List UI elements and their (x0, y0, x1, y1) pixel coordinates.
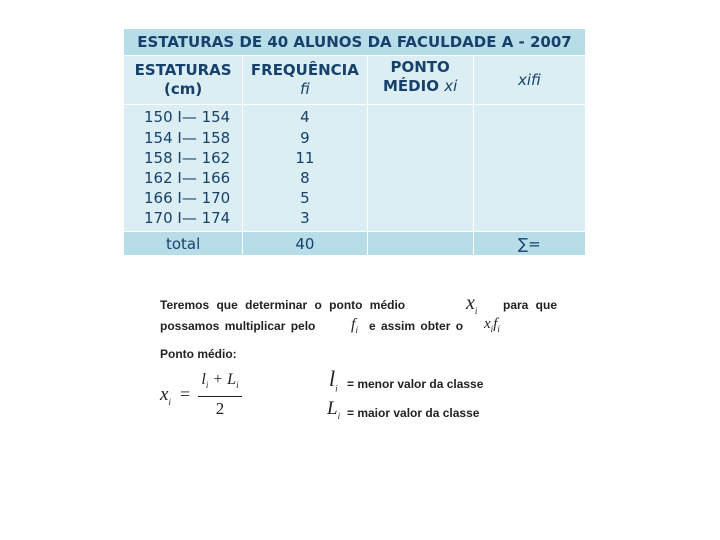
header-heights-label: ESTATURAS (134, 61, 232, 79)
class-row: 158 I— 162 (144, 148, 231, 167)
header-heights-unit: (cm) (164, 80, 203, 98)
class-row: 162 I— 166 (144, 169, 231, 187)
frequency-table (123, 28, 586, 256)
frequency-value: 4 (300, 108, 310, 127)
frequency-value: 8 (300, 169, 310, 187)
header-midpoint-symbol: xi (444, 77, 458, 95)
total-label: total (124, 232, 243, 256)
symbol-xifi: $x_if_i$ (484, 316, 500, 334)
class-row: 150 I— 154 (144, 108, 231, 127)
class-row: 170 I— 174 (144, 209, 231, 228)
header-product-symbol: xifi (518, 70, 541, 89)
symbol-xi: $x_i$ (466, 292, 478, 316)
note-line2-b: e assim obter o (369, 319, 464, 333)
frequency-value: 9 (300, 128, 310, 147)
total-frequency: 40 (243, 232, 367, 256)
header-heights (124, 56, 243, 105)
header-product (473, 56, 585, 105)
midpoint-column (367, 105, 473, 232)
formula-equals: = (180, 384, 191, 404)
note-line1-a: Teremos que determinar o ponto médio (160, 298, 406, 312)
formula-numerator: $l_i + L_i$ (201, 371, 239, 391)
symbol-li: $l_i$ (329, 366, 338, 394)
header-frequency-symbol: fi (300, 80, 310, 98)
class-row: 166 I— 170 (144, 189, 231, 208)
table-title: ESTATURAS DE 40 ALUNOS DA FACULDADE A - 2007 (124, 29, 586, 56)
class-column (124, 105, 243, 232)
frequency-value: 5 (300, 189, 310, 208)
symbol-fi: $f_i$ (351, 316, 358, 336)
header-midpoint (367, 56, 473, 105)
total-sum: ∑= (473, 232, 585, 256)
header-midpoint-label: PONTO (390, 58, 450, 76)
total-midpoint-empty (367, 232, 473, 256)
midpoint-heading: Ponto médio: (160, 347, 237, 361)
note-line2-a: possamos multiplicar pelo (160, 319, 316, 333)
def-upper: = maior valor da classe (347, 406, 480, 420)
header-frequency (243, 56, 367, 105)
header-midpoint-label2: MÉDIO (383, 77, 439, 95)
fraction-bar (198, 396, 242, 397)
formula-denominator: 2 (215, 399, 225, 419)
frequency-value: 11 (295, 148, 315, 167)
formula-fraction (198, 371, 242, 418)
frequency-value: 3 (300, 209, 310, 228)
symbol-Li: $L_i$ (327, 398, 341, 421)
def-lower: = menor valor da classe (347, 377, 484, 391)
product-column (473, 105, 585, 232)
formula-lhs: $x_i$ (160, 384, 171, 407)
frequency-column (243, 105, 367, 232)
note-line1-b: para que (503, 298, 558, 312)
class-row: 154 I— 158 (144, 128, 231, 147)
header-frequency-label: FREQUÊNCIA (250, 61, 359, 79)
